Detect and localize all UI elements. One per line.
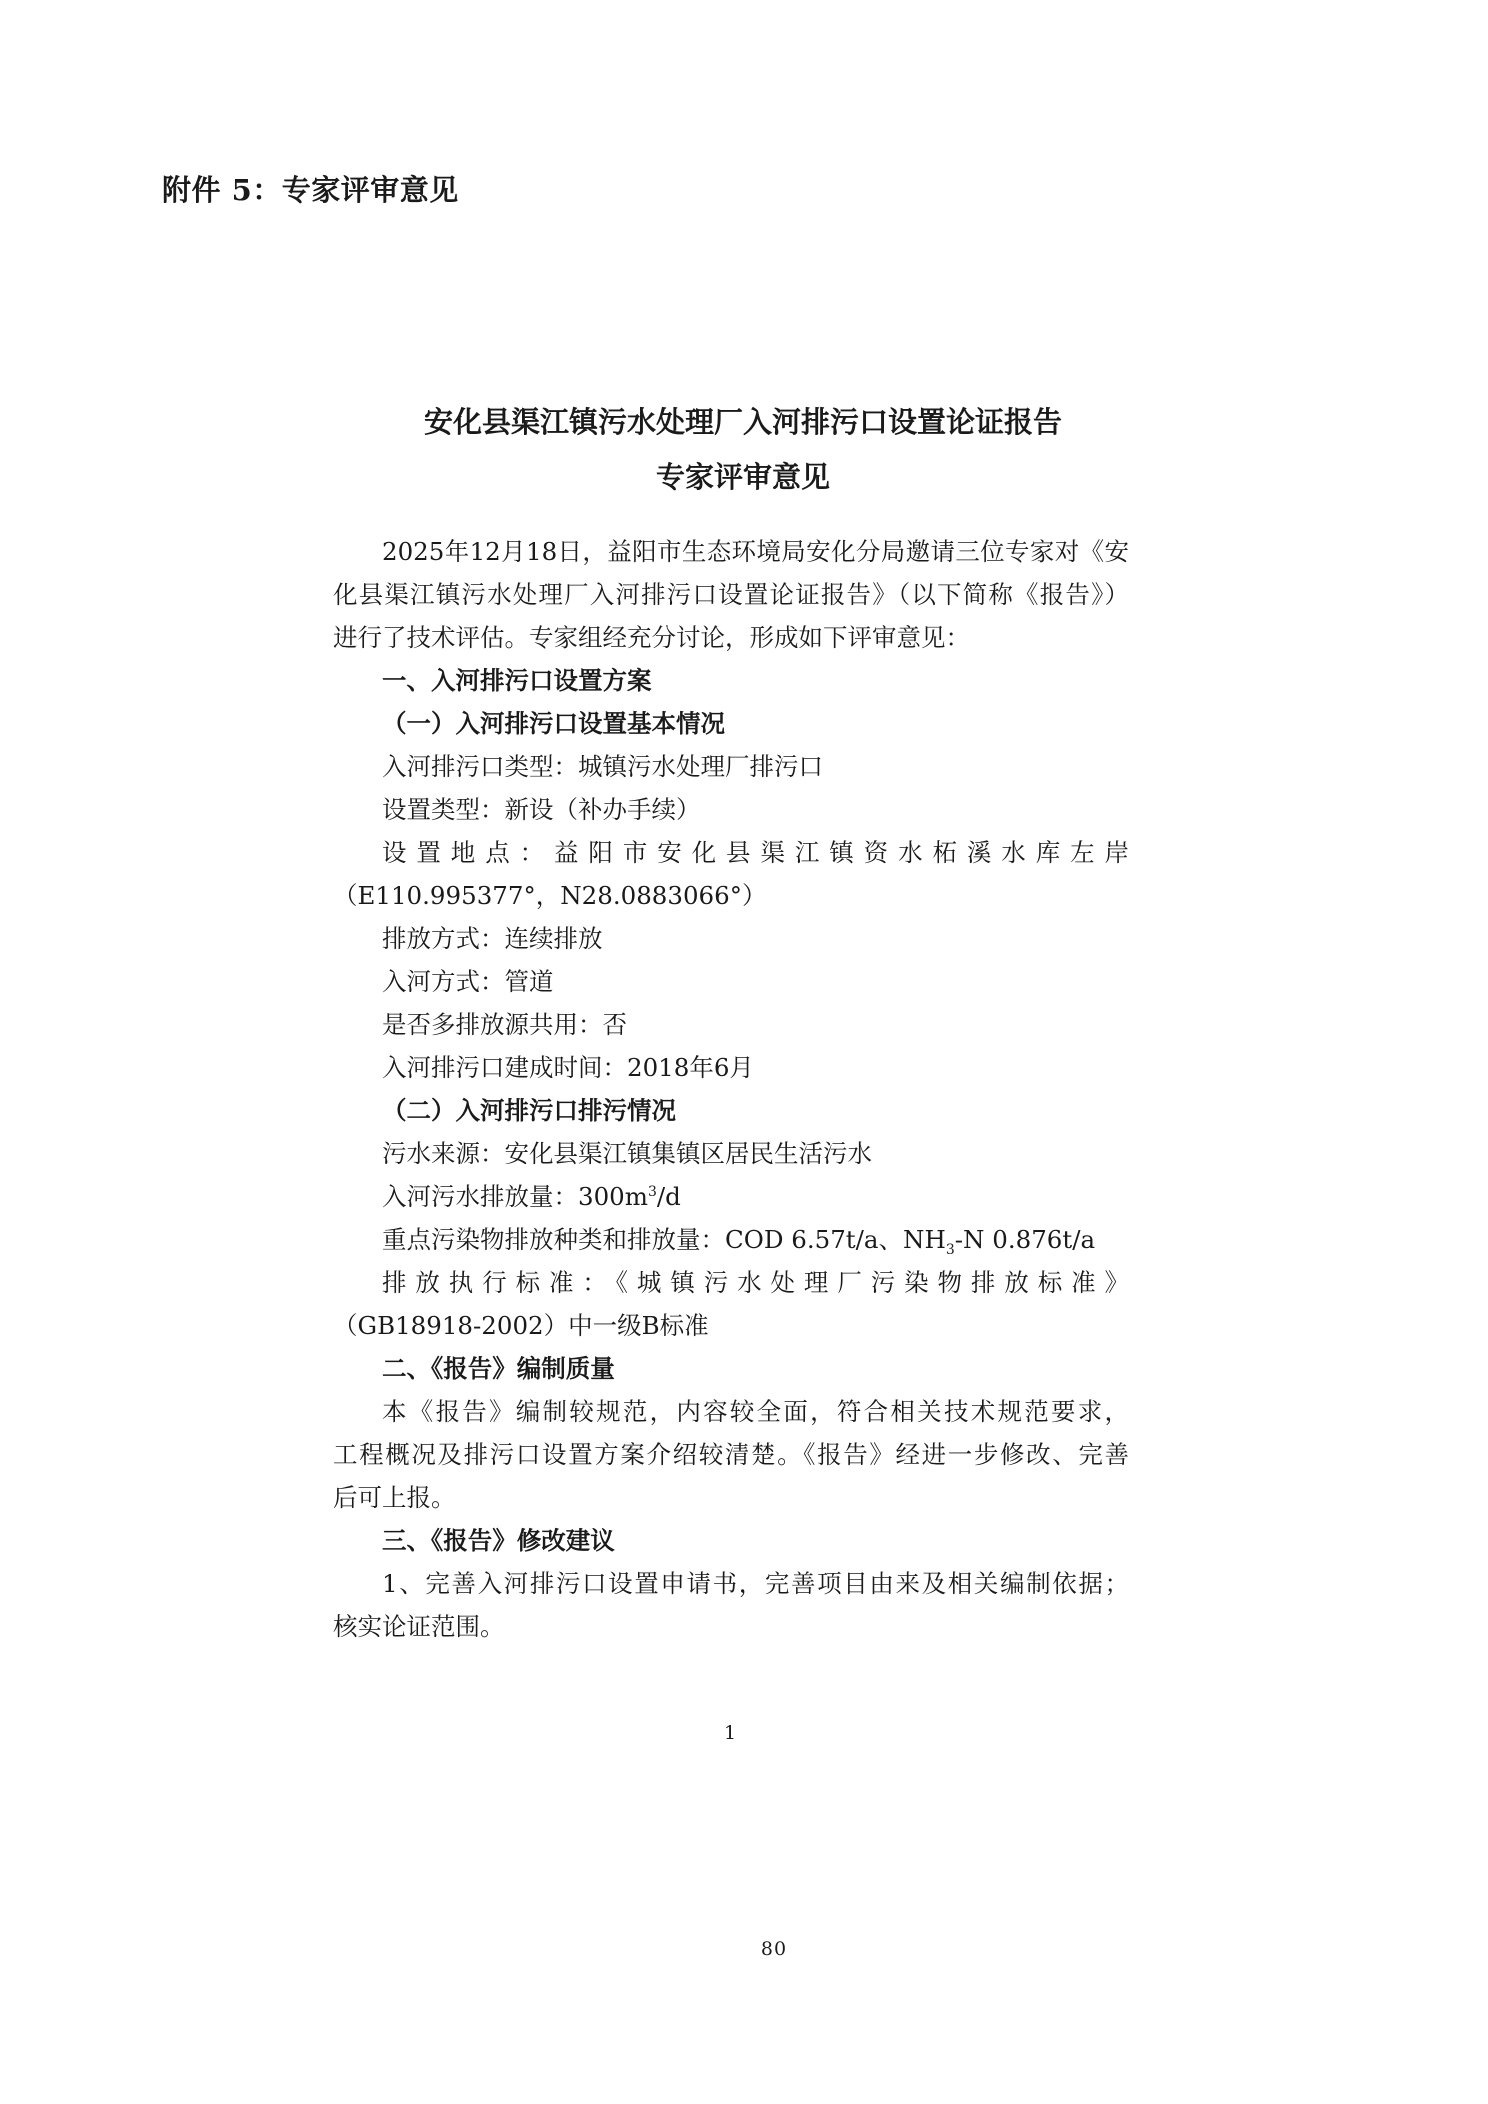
discharge-volume (333, 1175, 1129, 1218)
section-1-2-heading: （二）入河排污口排污情况 (382, 1096, 676, 1125)
key-pollutants-tail: -N 0.876t/a (954, 1225, 1096, 1254)
quality-line-2: 工程概况及排污口设置方案介绍较清楚。《报告》经进一步修改、完善 (333, 1440, 1129, 1469)
attachment-heading: 附件 5：专家评审意见 (162, 173, 459, 207)
discharge-volume-unit: /d (656, 1182, 681, 1211)
quality-line-1: 本《报告》编制较规范，内容较全面，符合相关技术规范要求， (382, 1397, 1129, 1426)
outer-page-number: 80 (760, 1938, 788, 1960)
key-pollutants (333, 1218, 1129, 1261)
document-title: 安化县渠江镇污水处理厂入河排污口设置论证报告 (423, 405, 1062, 439)
standard-line-2: （GB18918-2002）中一级B标准 (333, 1311, 709, 1340)
location-line-1: 设置地点：益阳市安化县渠江镇资水柘溪水库左岸 (382, 838, 1129, 867)
document-subtitle: 专家评审意见 (655, 460, 830, 494)
sewage-source: 污水来源：安化县渠江镇集镇区居民生活污水 (382, 1139, 872, 1168)
document-body (333, 530, 1129, 1648)
section-1-heading: 一、入河排污口设置方案 (382, 666, 652, 695)
discharge-volume-text: 入河污水排放量：300m (382, 1182, 648, 1211)
quality-line-3: 后可上报。 (333, 1483, 456, 1512)
shared-source: 是否多排放源共用：否 (382, 1010, 627, 1039)
built-time: 入河排污口建成时间：2018年6月 (382, 1053, 754, 1082)
outlet-type: 入河排污口类型：城镇污水处理厂排污口 (382, 752, 823, 781)
ammonia-subscript: 3 (945, 1241, 955, 1258)
section-3-heading: 三、《报告》修改建议 (382, 1526, 615, 1555)
suggestion-1-line-1: 1、完善入河排污口设置申请书，完善项目由来及相关编制依据； (382, 1569, 1129, 1598)
inner-page-number: 1 (724, 1722, 737, 1744)
discharge-mode: 排放方式：连续排放 (382, 924, 603, 953)
standard-line-1: 排放执行标准：《城镇污水处理厂污染物排放标准》 (382, 1268, 1129, 1297)
intro-line-3: 进行了技术评估。专家组经充分讨论，形成如下评审意见： (333, 623, 970, 652)
key-pollutants-text: 重点污染物排放种类和排放量：COD 6.57t/a、NH (382, 1225, 946, 1254)
location-line-2: （E110.995377°，N28.0883066°） (333, 881, 767, 910)
entry-mode: 入河方式：管道 (382, 967, 554, 996)
volume-unit-superscript: 3 (648, 1183, 657, 1200)
suggestion-1-line-2: 核实论证范围。 (333, 1612, 505, 1641)
setup-type: 设置类型：新设（补办手续） (382, 795, 701, 824)
intro-line-1: 2025年12月18日，益阳市生态环境局安化分局邀请三位专家对《安 (382, 537, 1129, 566)
section-1-1-heading: （一）入河排污口设置基本情况 (382, 709, 725, 738)
section-2-heading: 二、《报告》编制质量 (382, 1354, 615, 1383)
intro-line-2: 化县渠江镇污水处理厂入河排污口设置论证报告》（以下简称《报告》） (333, 580, 1129, 609)
